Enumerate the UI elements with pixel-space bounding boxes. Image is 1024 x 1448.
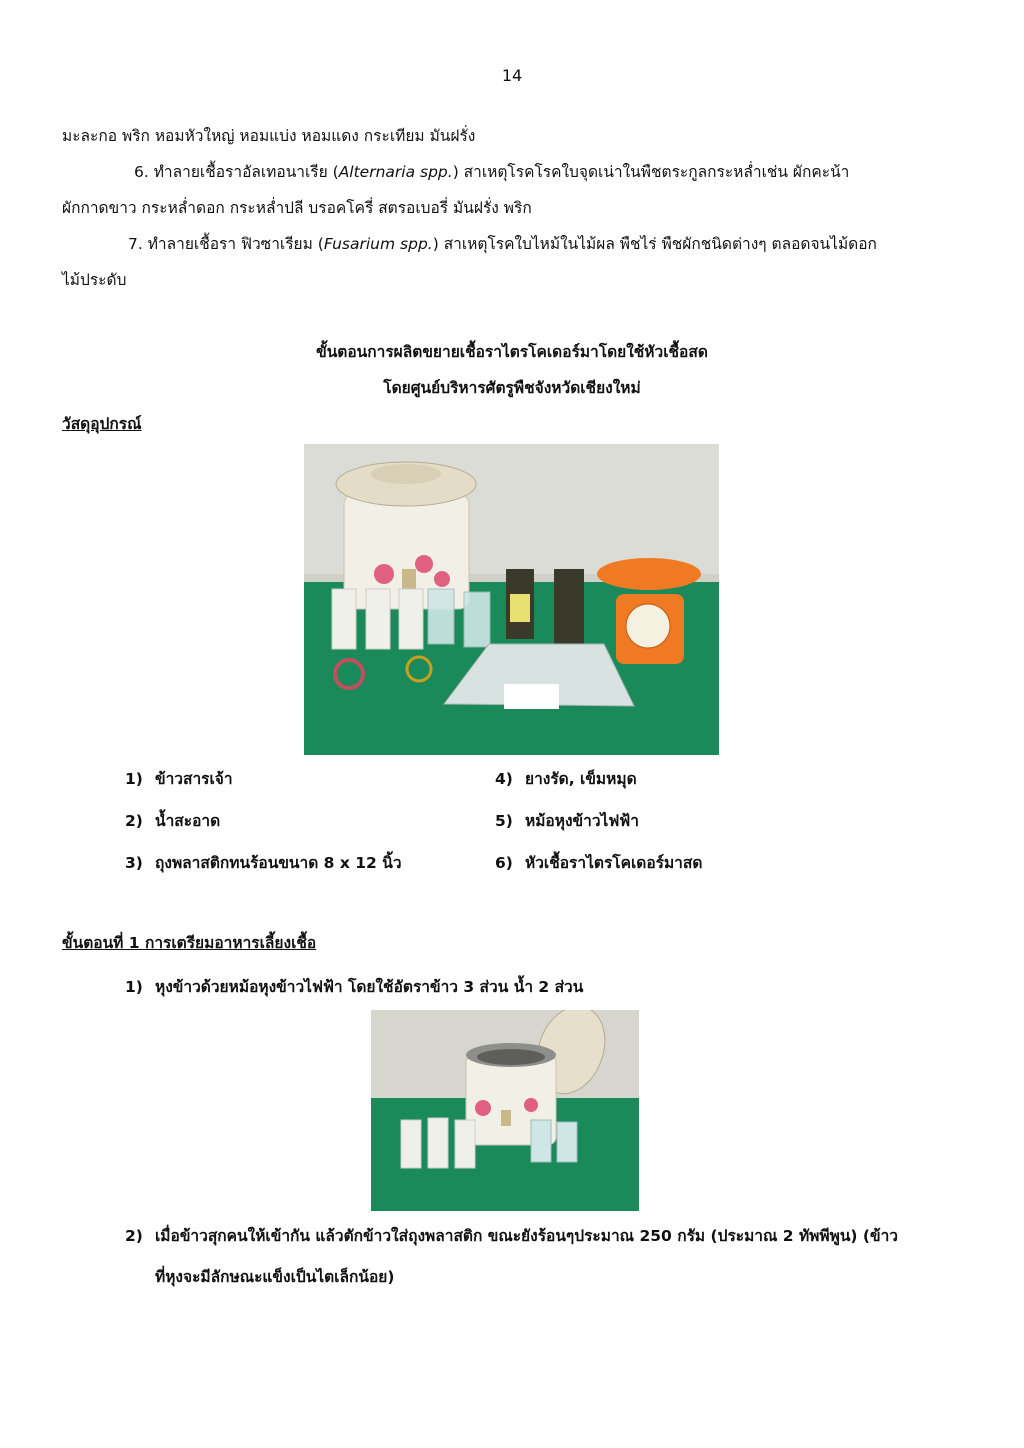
step1-item-1-num: 1): [125, 978, 143, 996]
intro-item-7-cont: ไม้ประดับ: [62, 271, 127, 289]
step1-item-2-cont: ที่หุงจะมีลักษณะแข็งเป็นไตเล็กน้อย): [155, 1268, 395, 1286]
material-label-5: หม้อหุงข้าวไฟฟ้า: [525, 812, 639, 830]
step1-item-2-text: เมื่อข้าวสุกคนให้เข้ากัน แล้วตักข้าวใส่ถุงพลาสติก ขณะยังร้อนๆประมาณ 250 กรัม (ประมาณ 2 ทัพพีพูน) (ข้าว: [155, 1227, 899, 1245]
material-item-4: [495, 766, 637, 791]
material-num-4: 4): [495, 770, 513, 788]
step1-item-1: [125, 974, 583, 999]
material-num-1: 1): [125, 770, 143, 788]
item6-suffix: ) สาเหตุโรคโรคใบจุดเน่าในพืชตระกูลกระหล่ำเช่น ผักคะน้า: [452, 163, 850, 181]
material-item-1: [125, 766, 233, 791]
intro-item-6-cont: ผักกาดขาว กระหล่ำดอก กระหล่ำปลี บรอคโครี่ สตรอเบอรี่ มันฝรั่ง พริก: [62, 199, 532, 217]
material-item-2: [125, 808, 220, 833]
step1-item-1-text: หุงข้าวด้วยหม้อหุงข้าวไฟฟ้า โดยใช้อัตราข้าว 3 ส่วน น้ำ 2 ส่วน: [155, 978, 584, 996]
item6-species: Alternaria spp.: [338, 163, 453, 181]
item7-suffix: ) สาเหตุโรคใบไหม้ในไม้ผล พืชไร่ พืชผักชนิดต่างๆ ตลอดจนไม้ดอก: [432, 235, 877, 253]
material-label-6: หัวเชื้อราไตรโคเดอร์มาสด: [525, 854, 703, 872]
material-label-4: ยางรัด, เข็มหมุด: [525, 770, 637, 788]
material-num-3: 3): [125, 854, 143, 872]
intro-item-6: [134, 162, 849, 182]
step1-heading: ขั้นตอนที่ 1 การเตรียมอาหารเลี้ยงเชื้อ: [62, 934, 317, 952]
item7-species: Fusarium spp.: [323, 235, 433, 253]
item7-prefix: 7. ทำลายเชื้อรา ฟิวซาเรียม (: [128, 235, 324, 253]
material-num-5: 5): [495, 812, 513, 830]
material-item-3: [125, 850, 402, 875]
material-item-6: [495, 850, 702, 875]
intro-line-1: มะละกอ พริก หอมหัวใหญ่ หอมแบ่ง หอมแดง กระเทียม มันฝรั่ง: [62, 127, 476, 145]
material-num-2: 2): [125, 812, 143, 830]
step1-item-2-num: 2): [125, 1227, 143, 1245]
material-label-2: น้ำสะอาด: [155, 812, 221, 830]
materials-heading: วัสดุอุปกรณ์: [62, 415, 142, 433]
section-title-line-2: โดยศูนย์บริหารศัตรูพืชจังหวัดเชียงใหม่: [383, 379, 641, 397]
section-title-line-1: ขั้นตอนการผลิตขยายเชื้อราไตรโคเดอร์มาโดยใช้หัวเชื้อสด: [316, 343, 708, 361]
intro-item-7: [128, 234, 877, 254]
material-label-3: ถุงพลาสติกทนร้อนขนาด 8 x 12 นิ้ว: [155, 854, 402, 872]
step1-item-2: [125, 1223, 898, 1248]
material-item-5: [495, 808, 639, 833]
material-num-6: 6): [495, 854, 513, 872]
rice-cooker-photo: [371, 1010, 639, 1211]
item6-prefix: 6. ทำลายเชื้อราอัลเทอนาเรีย (: [134, 163, 339, 181]
material-label-1: ข้าวสารเจ้า: [155, 770, 233, 788]
materials-photo: [304, 444, 719, 755]
page-number: 14: [501, 66, 523, 85]
